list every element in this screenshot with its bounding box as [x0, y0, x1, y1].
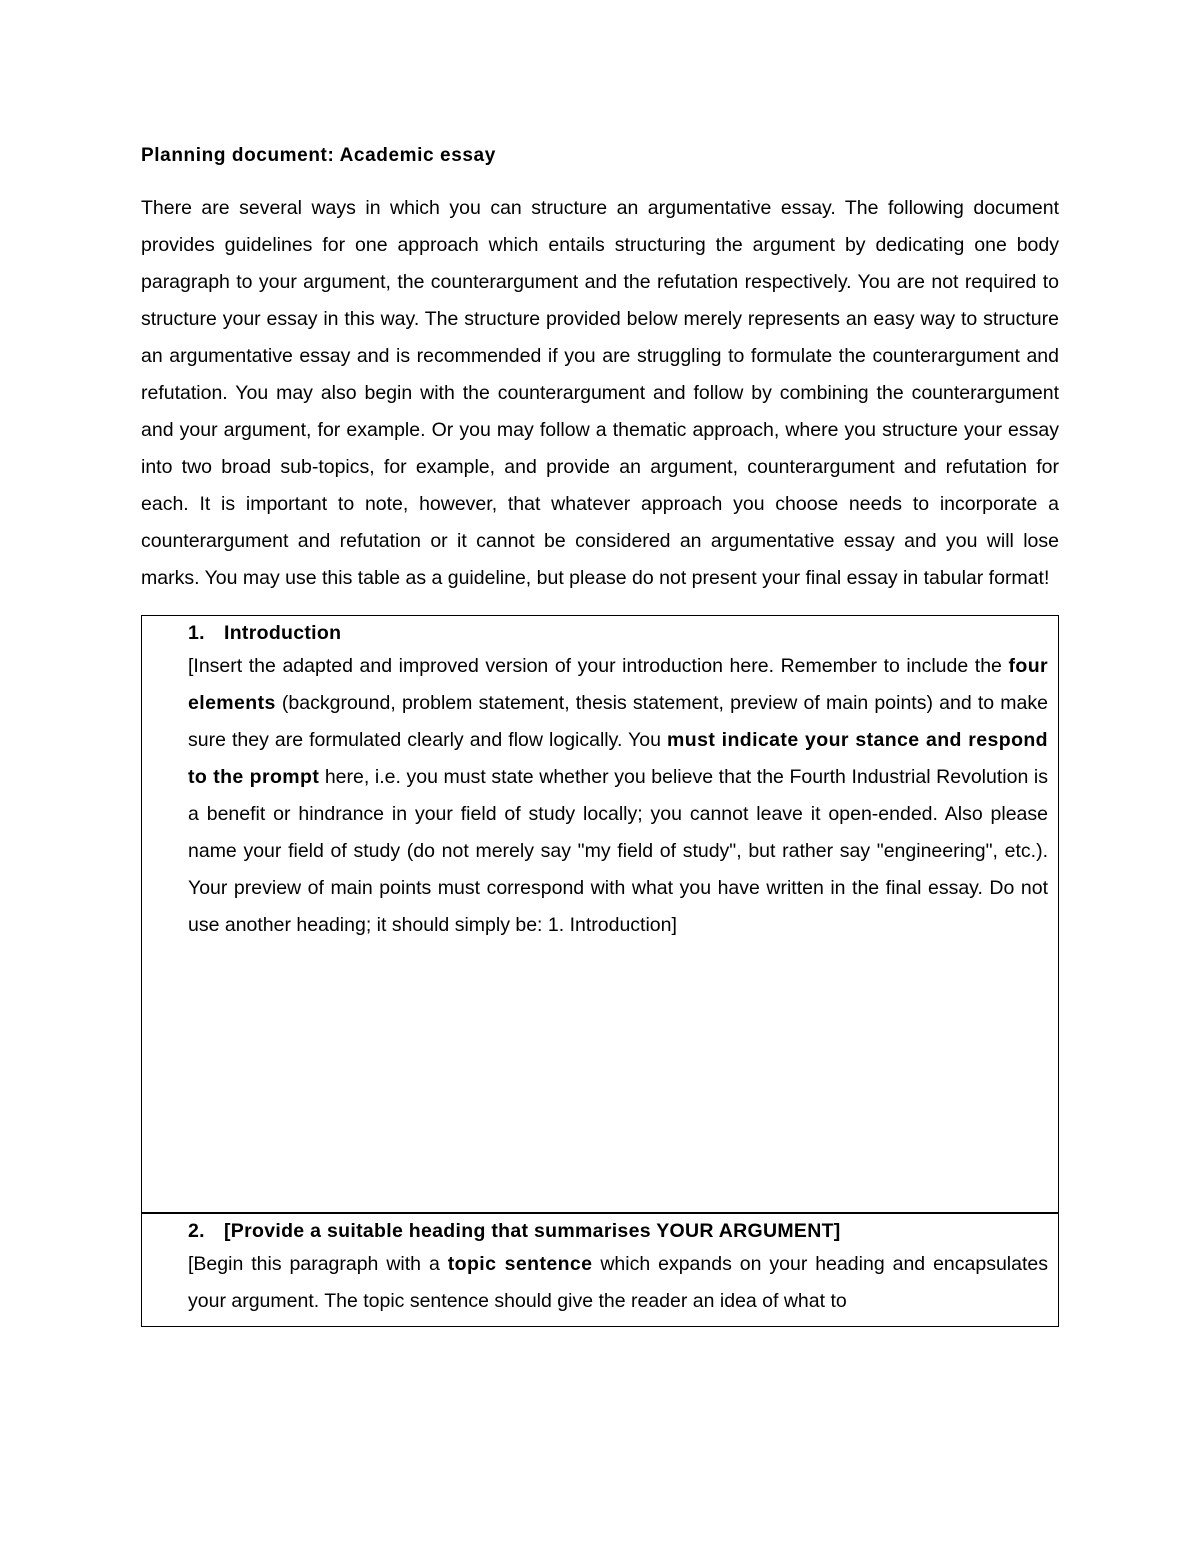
section-cell-argument	[142, 1213, 1059, 1327]
document-page	[141, 140, 1059, 1327]
section-cell-introduction	[142, 616, 1059, 1214]
table-row-argument	[142, 1213, 1059, 1327]
document-title: Planning document: Academic essay	[141, 145, 496, 166]
section-number: 2.	[188, 1220, 205, 1242]
body-bold-text: four elements	[188, 655, 1048, 714]
body-text: (background, problem statement, thesis statement, preview of main points) and to make sure they are formulated clearly and flow logically. You	[188, 692, 1048, 751]
section-heading-text: Introduction	[224, 622, 342, 644]
section-heading-introduction	[188, 618, 1048, 648]
section-heading-text: [Provide a suitable heading that summarises YOUR ARGUMENT]	[224, 1220, 841, 1242]
section-body-introduction	[188, 648, 1048, 944]
section-number: 1.	[188, 622, 205, 644]
essay-outline-table	[141, 615, 1059, 1327]
body-text: here, i.e. you must state whether you believe that the Fourth Industrial Revolution is a benefit or hindrance in your field of study locally; you cannot leave it open-ended. Also please name your field of study (do not merely say "my field of study", but rather say "engineering", etc.). Your preview of main points must correspond with what you have written in the final essay. Do not use another heading; it should simply be: 1. Introduction]	[188, 766, 1048, 936]
body-text: [Begin this paragraph with a	[188, 1253, 448, 1275]
body-text: [Insert the adapted and improved version of your introduction here. Remember to include the	[188, 655, 1009, 677]
body-bold-text: topic sentence	[447, 1253, 593, 1275]
section-heading-argument	[188, 1216, 1048, 1246]
body-bold-text: must indicate your stance and respond to the prompt	[188, 729, 1048, 788]
intro-paragraph: There are several ways in which you can structure an argumentative essay. The following document provides guidelines for one approach which entails structuring the argument by dedicating one body paragraph to your argument, the counterargument and the refutation respectively. You are not required to structure your essay in this way. The structure provided below merely represents an easy way to structure an argumentative essay and is recommended if you are struggling to formulate the counterargument and refutation. You may also begin with the counterargument and follow by combining the counterargument and your argument, for example. Or you may follow a thematic approach, where you structure your essay into two broad sub-topics, for example, and provide an argument, counterargument and refutation for each. It is important to note, however, that whatever approach you choose needs to incorporate a counterargument and refutation or it cannot be considered an argumentative essay and you will lose marks. You may use this table as a guideline, but please do not present your final essay in tabular format!	[141, 197, 1059, 589]
table-row-introduction	[142, 616, 1059, 1214]
section-body-argument	[188, 1246, 1048, 1320]
body-text: which expands on your heading and encapsulates your argument. The topic sentence should give the reader an idea of what to	[188, 1253, 1048, 1312]
